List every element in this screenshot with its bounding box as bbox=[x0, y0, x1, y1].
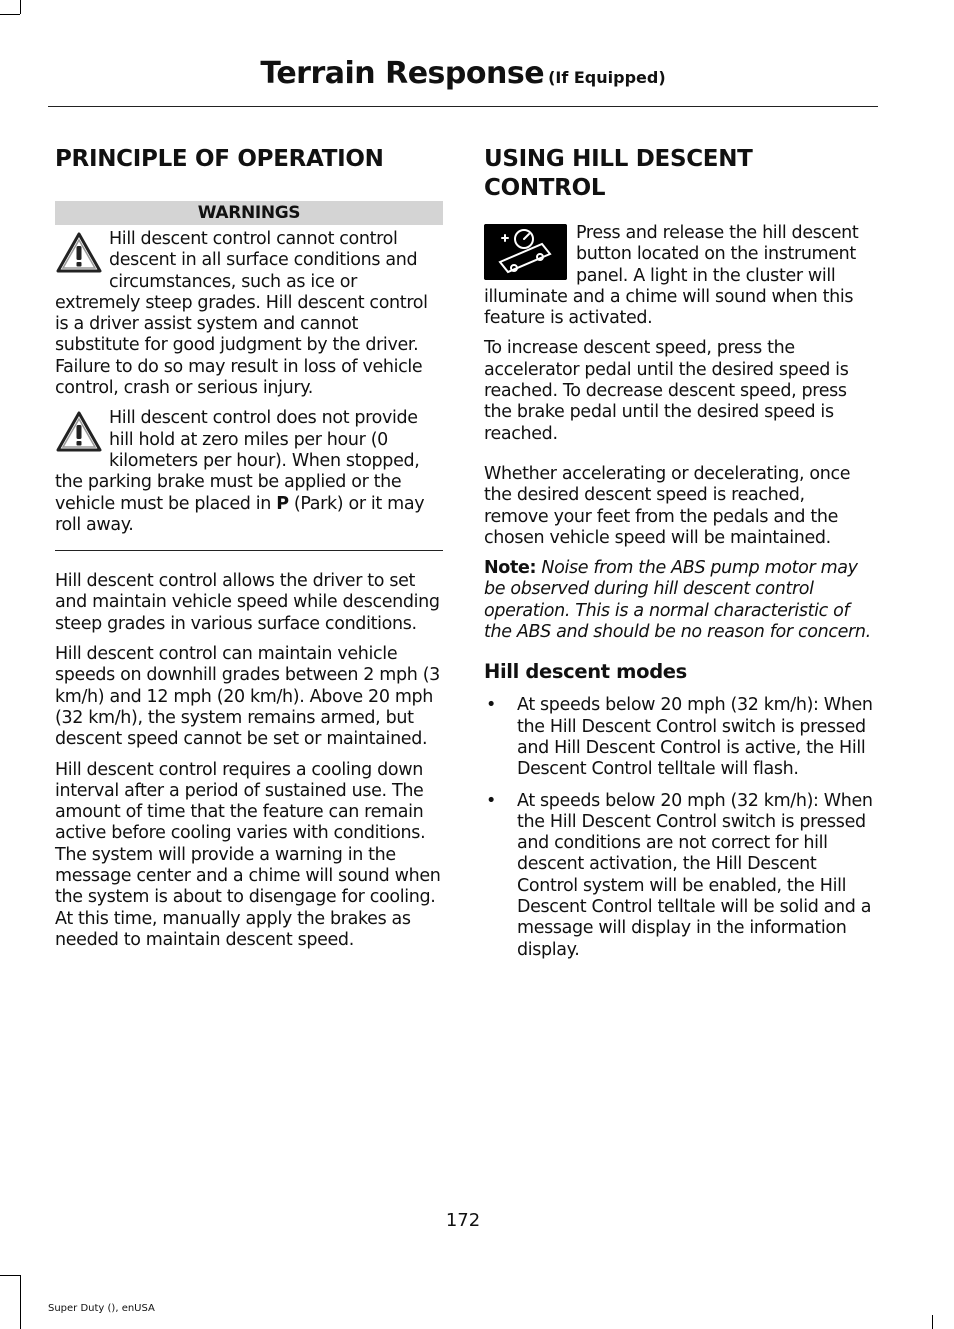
warning-triangle-icon bbox=[55, 231, 103, 275]
warning-item bbox=[55, 229, 443, 399]
crop-mark bbox=[20, 1275, 21, 1329]
warning-text-part: (Park) or it may roll away. bbox=[55, 493, 425, 535]
bullet-icon: • bbox=[486, 790, 496, 811]
note-paragraph bbox=[484, 558, 873, 643]
park-gear-label: P bbox=[276, 493, 289, 514]
paragraph: Hill descent control requires a cooling down interval after a period of sustained use. The amount of time that the feature can remain active before cooling varies with conditions. The system will provide a warning in the message center and a chime will sound when the system is about to disengage for cooling. At this time, manually apply the brakes as needed to maintain descent speed. bbox=[55, 759, 441, 950]
paragraph: Whether accelerating or decelerating, once the desired descent speed is reached, remove your feet from the pedals and the chosen vehicle speed will be maintained. bbox=[484, 463, 851, 548]
warning-text-part: Hill descent control does not provide hill hold at zero miles per hour (0 kilometers per hour). When stopped, the parking brake must be applied or the vehicle must be placed in bbox=[55, 408, 420, 514]
warning-item bbox=[55, 408, 443, 536]
note-label: Note: bbox=[484, 558, 537, 579]
crop-mark bbox=[0, 1275, 20, 1276]
note-text: Noise from the ABS pump motor may be observed during hill descent control operation. This is a normal characteristic of the ABS and should be no reason for concern. bbox=[484, 558, 871, 643]
subheading-hdc-modes: Hill descent modes bbox=[484, 660, 687, 684]
page-header bbox=[48, 56, 878, 107]
list-item-text: At speeds below 20 mph (32 km/h): When the Hill Descent Control switch is pressed and Hill Descent Control is active, the Hill Descent Control telltale will flash. bbox=[517, 695, 873, 780]
crop-mark bbox=[932, 1315, 933, 1329]
bullet-icon: • bbox=[486, 695, 496, 716]
hill-descent-control-icon bbox=[484, 224, 567, 280]
warning-triangle-icon bbox=[55, 410, 103, 454]
warnings-header: WARNINGS bbox=[55, 201, 443, 225]
list-item-text: At speeds below 20 mph (32 km/h): When the Hill Descent Control switch is pressed and conditions are not correct for hill descent activation, the Hill Descent Control system will be enabled, the Hill Descent Control telltale will be solid and a message will display in the information display. bbox=[517, 790, 873, 960]
warning-text bbox=[55, 408, 443, 536]
section-heading-principle: PRINCIPLE OF OPERATION bbox=[55, 146, 384, 172]
page-title: Terrain Response bbox=[260, 56, 545, 91]
warnings-divider bbox=[55, 550, 443, 551]
paragraph: To increase descent speed, press the accelerator pedal until the desired speed is reached. To decrease descent speed, press the brake pedal until the desired speed is reached. bbox=[484, 338, 849, 444]
warning-text: Hill descent control cannot control descent in all surface conditions and circumstances, such as ice or extremely steep grades. Hill descent control is a driver assist system and cannot substitute for good judgment by the driver. Failure to do so may result in loss of vehicle control, crash or serious injury. bbox=[55, 229, 428, 399]
hdc-modes-list bbox=[484, 695, 873, 961]
list-item bbox=[484, 791, 873, 961]
page-number: 172 bbox=[445, 1210, 481, 1231]
crop-mark bbox=[20, 0, 21, 14]
document-id: Super Duty (), enUSA bbox=[48, 1303, 155, 1314]
right-column bbox=[484, 145, 873, 961]
list-item bbox=[484, 695, 873, 780]
page-subtitle: (If Equipped) bbox=[548, 68, 666, 87]
paragraph: Hill descent control allows the driver to set and maintain vehicle speed while descending steep grades in various surface conditions. bbox=[55, 571, 440, 634]
left-column bbox=[55, 145, 443, 951]
crop-mark bbox=[0, 14, 20, 15]
paragraph: Press and release the hill descent button located on the instrument panel. A light in the cluster will illuminate and a chime will sound when this feature is activated. bbox=[484, 223, 859, 329]
paragraph: Hill descent control can maintain vehicle speeds on downhill grades between 2 mph (3 km/h) and 12 mph (20 km/h). Above 20 mph (32 km/h), the system remains armed, but descent speed cannot be set or maintained. bbox=[55, 644, 440, 750]
section-heading-using-hdc: USING HILL DESCENT CONTROL bbox=[484, 146, 753, 201]
hdc-intro bbox=[484, 223, 873, 329]
